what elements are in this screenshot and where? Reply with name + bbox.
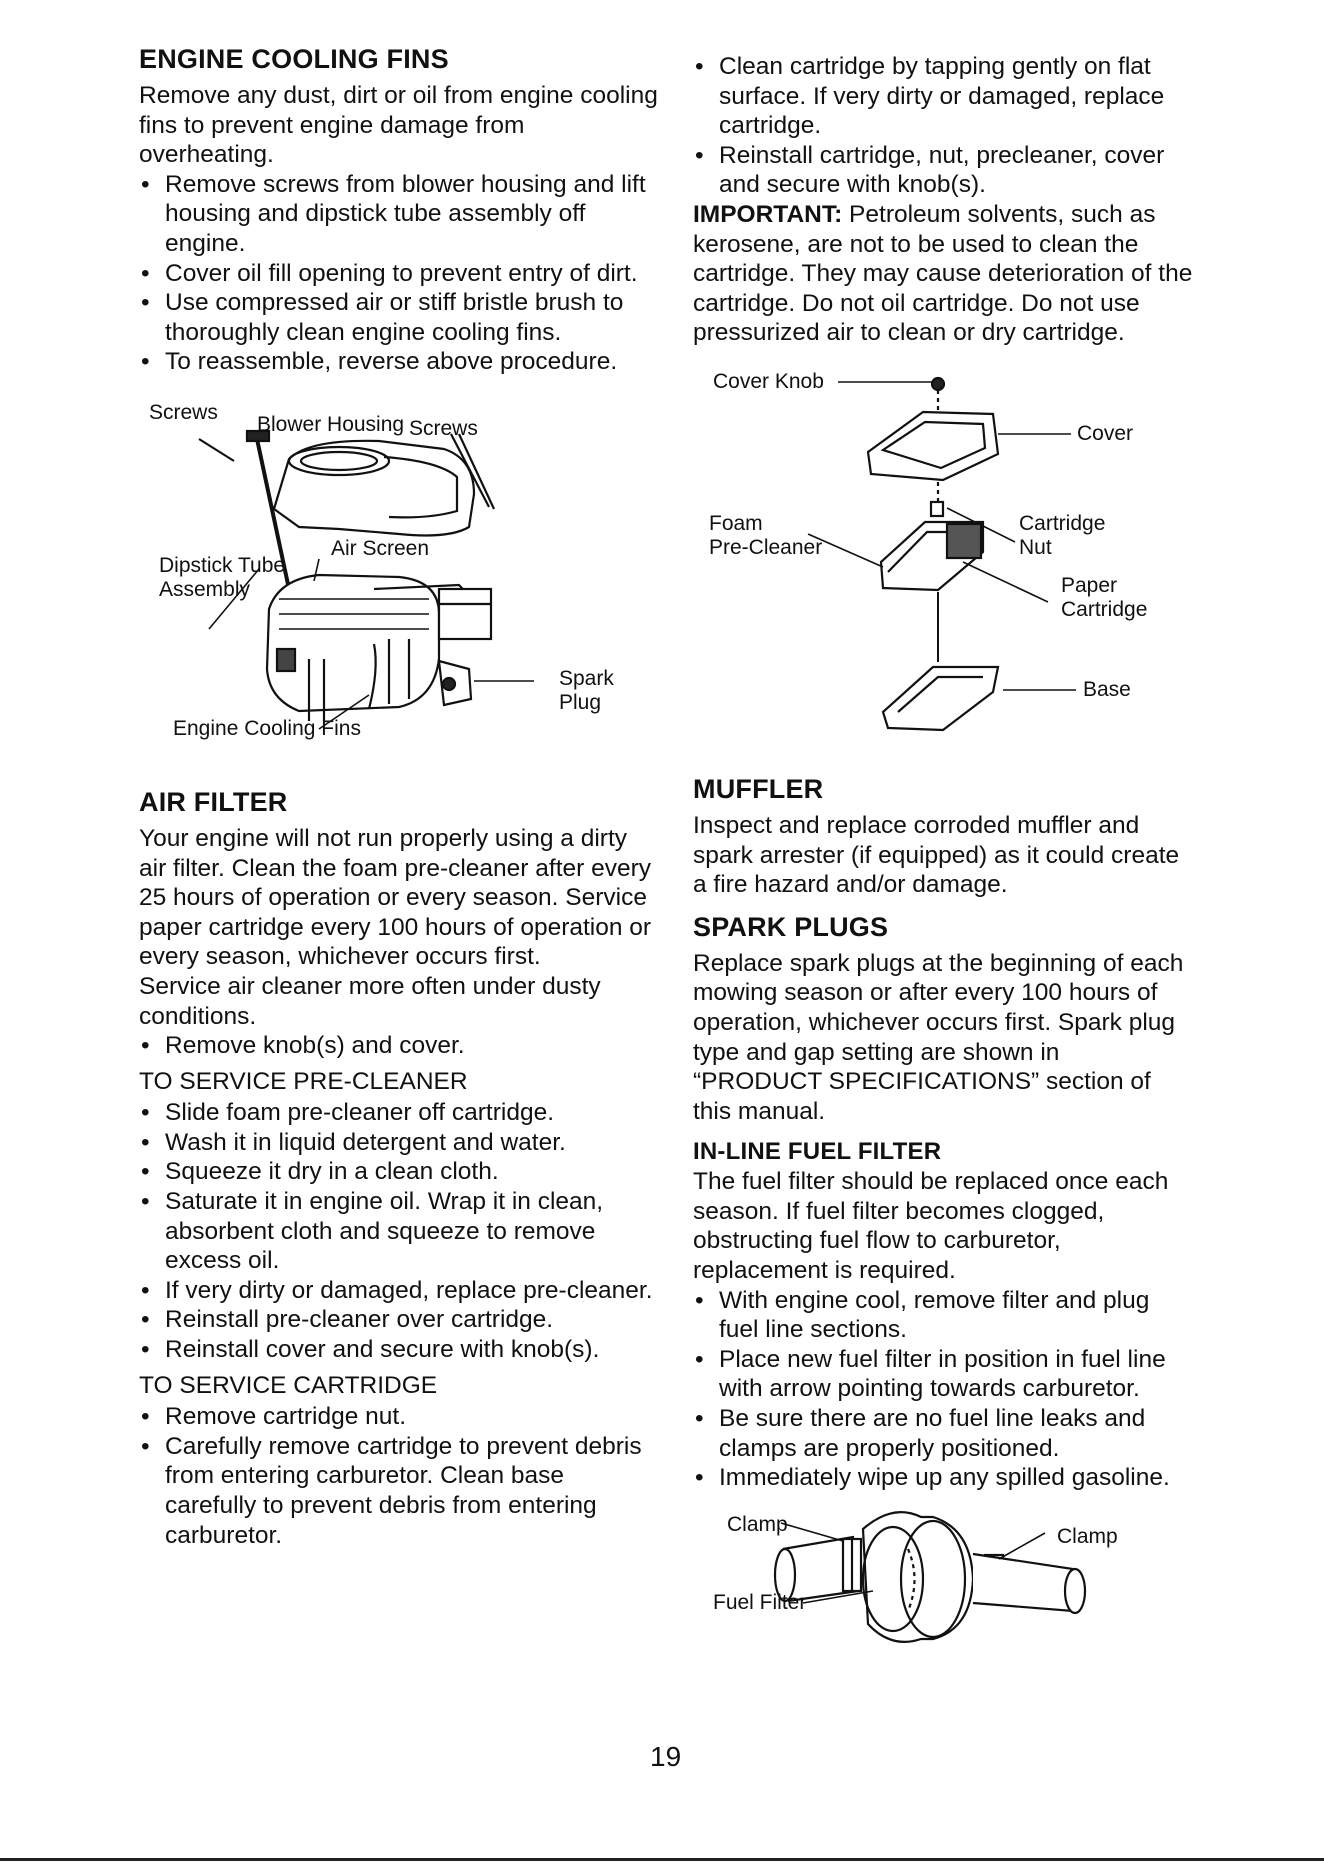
engine-cooling-fins-label: Engine Cooling Fins	[173, 716, 361, 740]
list-item: • Wash it in liquid detergent and water.	[139, 1128, 659, 1158]
base-label: Base	[1083, 677, 1131, 701]
muffler-text: Inspect and replace corroded muffler and spark arrester (if equipped) as it could create a fire hazard and/or damage.	[693, 811, 1180, 899]
engine-cooling-steps	[139, 170, 659, 377]
precleaner-steps	[139, 1098, 659, 1364]
spark-plugs-text: Replace spark plugs at the beginning of each mowing season or after every 100 hours of operation, whichever occurs first. Spark plug type and gap setting are shown in “PRODUCT SPECIFICATIONS” section of this manual.	[693, 949, 1184, 1125]
air-filter-steps	[139, 1031, 659, 1061]
list-item: • Reinstall cartridge, nut, precleaner, cover and secure with knob(s).	[693, 141, 1193, 200]
fuel-filter-steps	[693, 1286, 1193, 1493]
list-item: • Be sure there are no fuel line leaks and clamps are properly positioned.	[693, 1404, 1193, 1463]
air-filter-intro-2: Service air cleaner more often under dusty conditions.	[139, 972, 601, 1030]
list-item: • Remove cartridge nut.	[139, 1402, 659, 1432]
list-item: • Carefully remove cartridge to prevent debris from entering carburetor. Clean base carefully to prevent debris from entering carburetor.	[139, 1432, 659, 1550]
foam-label: Foam	[709, 511, 763, 535]
list-item: • Slide foam pre-cleaner off cartridge.	[139, 1098, 659, 1128]
list-item: • Squeeze it dry in a clean cloth.	[139, 1157, 659, 1187]
clamp-left-label: Clamp	[727, 1512, 788, 1536]
spark-label: Spark	[559, 666, 614, 690]
plug-label: Plug	[559, 690, 602, 714]
list-item: • Immediately wipe up any spilled gasoline.	[693, 1463, 1193, 1493]
important-text: Petroleum solvents, such as kerosene, are not to be used to clean the cartridge. They may cause deterioration of the cartridge. Do not oil cartridge. Do not use pressurized air to clean or dry cartridge.	[693, 200, 1193, 347]
list-item: • Clean cartridge by tapping gently on flat surface. If very dirty or damaged, replace cartridge.	[693, 52, 1193, 141]
muffler-heading: MUFFLER	[693, 773, 824, 804]
important-label: IMPORTANT:	[693, 200, 843, 228]
air-filter-intro: Your engine will not run properly using a dirty air filter. Clean the foam pre-cleaner after every 25 hours of operation or every season. Service paper cartridge every 100 hours of operation or every season, whichever occurs first.	[139, 824, 652, 971]
engine-cooling-intro: Remove any dust, dirt or oil from engine cooling fins to prevent engine damage from overheating.	[139, 82, 658, 169]
cover-knob-label: Cover Knob	[713, 369, 824, 393]
fuel-filter-text: The fuel filter should be replaced once each season. If fuel filter becomes clogged, obstructing fuel flow to carburetor, replacement is required.	[693, 1168, 1169, 1285]
engine-cooling-figure	[139, 399, 659, 787]
paper-cartridge-label: Cartridge	[1061, 597, 1148, 621]
screws-left-label: Screws	[149, 400, 218, 424]
list-item: • Reinstall pre-cleaner over cartridge.	[139, 1305, 659, 1335]
list-item: • Remove screws from blower housing and lift housing and dipstick tube assembly off engine.	[139, 170, 659, 259]
list-item: • To reassemble, reverse above procedure.	[139, 347, 659, 377]
spark-plugs-heading: SPARK PLUGS	[693, 911, 889, 942]
list-item: • Place new fuel filter in position in fuel line with arrow pointing towards carburetor.	[693, 1345, 1193, 1404]
list-item: • With engine cool, remove filter and plug fuel line sections.	[693, 1286, 1193, 1345]
list-item: • Use compressed air or stiff bristle brush to thoroughly clean engine cooling fins.	[139, 288, 659, 347]
list-item: • If very dirty or damaged, replace pre-cleaner.	[139, 1276, 659, 1306]
cartridge-steps-continued	[693, 52, 1193, 200]
cartridge-nut-label-1: Cartridge	[1019, 511, 1106, 535]
air-filter-figure	[693, 362, 1193, 770]
list-item: • Saturate it in engine oil. Wrap it in clean, absorbent cloth and squeeze to remove excess oil.	[139, 1187, 659, 1276]
cover-label: Cover	[1077, 421, 1134, 445]
clamp-right-label: Clamp	[1057, 1524, 1118, 1548]
air-screen-label: Air Screen	[331, 536, 430, 560]
blower-housing-label: Blower Housing	[257, 412, 405, 436]
bottom-rule	[0, 1858, 1324, 1861]
important-note	[693, 200, 1193, 348]
air-filter-heading: AIR FILTER	[139, 786, 288, 817]
screws-right-label: Screws	[409, 416, 478, 440]
cartridge-steps	[139, 1402, 659, 1550]
pre-cleaner-label: Pre-Cleaner	[709, 535, 823, 559]
list-item: • Reinstall cover and secure with knob(s).	[139, 1335, 659, 1365]
fuel-filter-figure	[693, 1499, 1163, 1649]
cartridge-nut-label-2: Nut	[1019, 535, 1052, 559]
list-item: • Cover oil fill opening to prevent entry of dirt.	[139, 259, 659, 289]
list-item: • Remove knob(s) and cover.	[139, 1031, 659, 1061]
fuel-filter-heading: IN-LINE FUEL FILTER	[693, 1138, 942, 1166]
right-column	[693, 52, 1193, 1649]
precleaner-heading: TO SERVICE PRE-CLEANER	[139, 1067, 468, 1095]
paper-label: Paper	[1061, 573, 1118, 597]
dipstick-tube-label: Dipstick Tube	[159, 553, 286, 577]
assembly-label: Assembly	[159, 577, 251, 601]
left-column	[139, 44, 659, 1550]
engine-cooling-fins-heading: ENGINE COOLING FINS	[139, 44, 449, 74]
page-number: 19	[650, 1741, 682, 1772]
cartridge-heading: TO SERVICE CARTRIDGE	[139, 1371, 438, 1399]
fuel-filter-label: Fuel Filter	[713, 1590, 807, 1614]
